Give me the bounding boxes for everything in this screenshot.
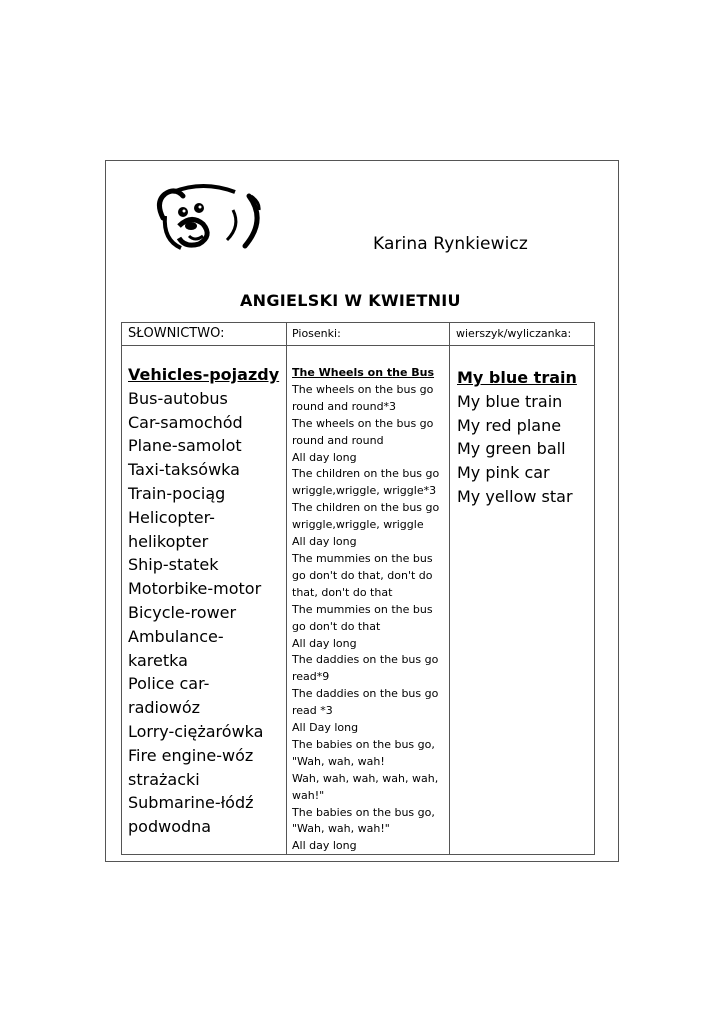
song-line: go don't do that xyxy=(292,619,381,633)
vocab-line: Bus-autobus xyxy=(128,388,228,408)
vocab-line: strażacki xyxy=(128,769,200,789)
song-line: "Wah, wah, wah! xyxy=(292,754,385,768)
vocab-line: Lorry-ciężarówka xyxy=(128,721,264,741)
song-line: The mummies on the bus xyxy=(292,602,433,616)
content-table xyxy=(121,322,595,855)
song-line: round and round xyxy=(292,433,384,447)
song-line: wriggle,wriggle, wriggle xyxy=(292,518,424,532)
column-divider xyxy=(286,323,287,854)
song-line: All Day long xyxy=(292,721,359,735)
vocab-line: Motorbike-motor xyxy=(128,579,262,599)
song-line: Wah, wah, wah, wah, wah, xyxy=(292,771,439,785)
vocab-line: Bicycle-rower xyxy=(128,602,237,622)
vocab-line: Fire engine-wóz xyxy=(128,745,254,765)
header-divider xyxy=(122,345,594,346)
song-line: The wheels on the bus go xyxy=(292,416,434,430)
song-line: that, don't do that xyxy=(292,585,393,599)
song-line: All day long xyxy=(292,839,357,853)
song-line: The babies on the bus go, xyxy=(292,805,435,819)
rhyme-line: My yellow star xyxy=(457,486,573,506)
author-name: Karina Rynkiewicz xyxy=(373,234,528,254)
rhyme-line: My green ball xyxy=(457,439,566,459)
vocab-line: Plane-samolot xyxy=(128,436,242,456)
song-line: read *3 xyxy=(292,704,333,718)
vocabulary-heading: Vehicles-pojazdy xyxy=(128,365,280,384)
vocab-line: podwodna xyxy=(128,817,212,837)
vocab-line: helikopter xyxy=(128,531,209,551)
header-rhyme: wierszyk/wyliczanka: xyxy=(456,327,572,340)
header-songs: Piosenki: xyxy=(292,327,341,340)
song-column xyxy=(292,365,448,855)
song-line: go don't do that, don't do xyxy=(292,568,433,582)
document-title: ANGIELSKI W KWIETNIU xyxy=(240,291,461,310)
song-line: All day long xyxy=(292,535,357,549)
vocab-line: Police car- xyxy=(128,674,210,694)
song-heading: The Wheels on the Bus xyxy=(292,366,435,379)
rhyme-line: My blue train xyxy=(457,391,563,411)
vocab-line: Ship-statek xyxy=(128,555,219,575)
vocab-line: Submarine-łódź xyxy=(128,793,254,813)
vocab-line: Helicopter- xyxy=(128,507,215,527)
rhyme-line: My pink car xyxy=(457,463,550,483)
bear-logo xyxy=(153,182,268,254)
song-line: wriggle,wriggle, wriggle*3 xyxy=(292,484,437,498)
song-line: "Wah, wah, wah!" xyxy=(292,822,390,836)
song-line: All day long xyxy=(292,450,357,464)
song-line: The children on the bus go xyxy=(292,467,440,481)
song-line: The children on the bus go xyxy=(292,501,440,515)
vocab-line: radiowóz xyxy=(128,698,201,718)
song-line: round and round*3 xyxy=(292,399,397,413)
vocab-line: Car-samochód xyxy=(128,412,243,432)
vocab-line: Ambulance- xyxy=(128,626,224,646)
vocab-line: Taxi-taksówka xyxy=(128,460,240,480)
song-line: The daddies on the bus go xyxy=(292,653,439,667)
song-line: The babies on the bus go, xyxy=(292,737,435,751)
rhyme-heading: My blue train xyxy=(457,368,577,387)
column-divider xyxy=(449,323,450,854)
vocab-line: Train-pociąg xyxy=(128,483,226,503)
song-line: The daddies on the bus go xyxy=(292,687,439,701)
song-line: The wheels on the bus go xyxy=(292,382,434,396)
vocabulary-column xyxy=(128,363,283,839)
rhyme-column xyxy=(457,366,592,509)
rhyme-line: My red plane xyxy=(457,415,562,435)
song-line: wah!" xyxy=(292,788,325,802)
song-line: read*9 xyxy=(292,670,330,684)
song-line: All day long xyxy=(292,636,357,650)
song-line: The mummies on the bus xyxy=(292,551,433,565)
vocab-line: karetka xyxy=(128,650,188,670)
header-vocabulary: SŁOWNICTWO: xyxy=(128,326,225,341)
